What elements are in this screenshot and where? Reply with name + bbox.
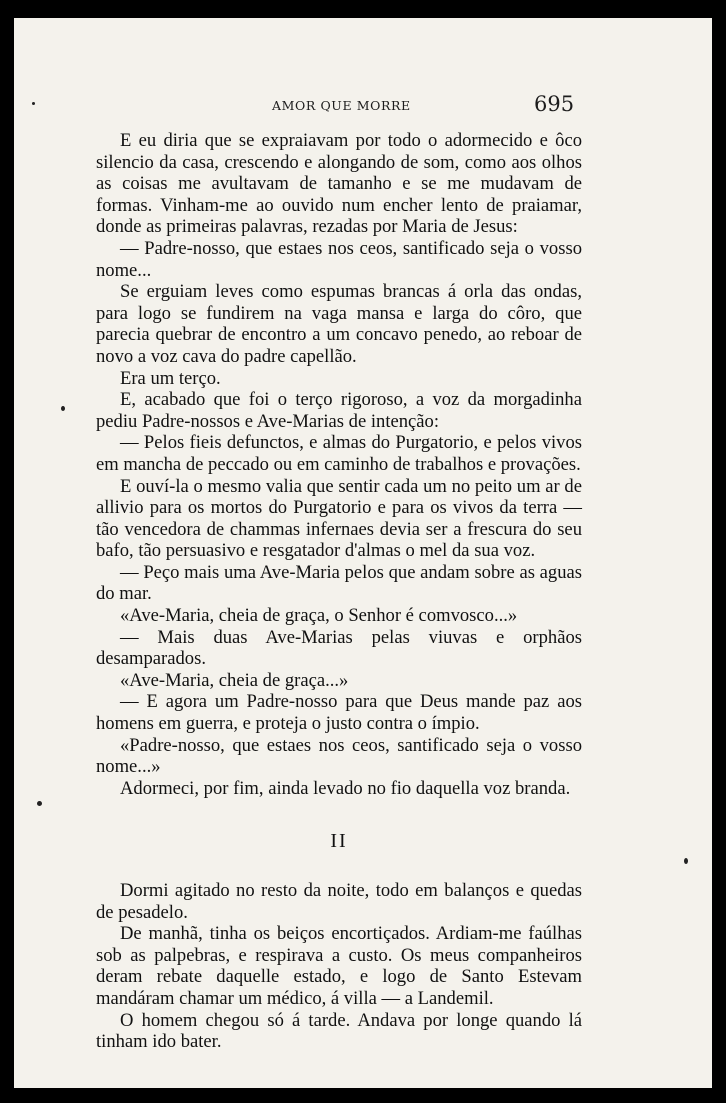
paragraph: — Mais duas Ave-Marias pelas viuvas e orphãos desamparados.	[96, 626, 582, 670]
page-number: 695	[534, 92, 575, 116]
paragraph: E ouví-la o mesmo valia que sentir cada um no peito um ar de allivio para os mortos do Purgatorio e para os vivos da terra — tão vencedora de chammas infernaes devia ser a frescura do seu bafo, tão persuasivo e resgatador d'almas o mel da sua voz.	[96, 475, 582, 562]
ink-speck	[32, 102, 35, 105]
paragraph: O homem chegou só á tarde. Andava por longe quando lá tinham ido bater.	[96, 1009, 582, 1053]
paragraph: De manhã, tinha os beiços encortiçados. Ardiam-me faúlhas sob as palpebras, e respirava a custo. Os meus companheiros deram rebate daquelle estado, e logo de Santo Estevam mandáram chamar um médico, á villa — a Landemil.	[96, 923, 582, 1009]
running-title: AMOR QUE MORRE	[272, 98, 411, 113]
paragraph: «Ave-Maria, cheia de graça, o Senhor é comvosco...»	[120, 605, 518, 627]
paragraph: «Ave-Maria, cheia de graça...»	[120, 669, 349, 691]
paragraph: Dormi agitado no resto da noite, todo em balanços e quedas de pesadelo.	[96, 880, 582, 923]
paragraph: Adormeci, por fim, ainda levado no fio daquella voz branda.	[120, 777, 571, 799]
ink-speck	[684, 858, 688, 864]
paragraph: — Pelos fieis defunctos, e almas do Purgatorio, e pelos vivos em mancha de peccado ou em caminho de trabalhos e provações.	[96, 432, 582, 475]
paragraph: Era um terço.	[120, 367, 221, 389]
paragraph: — Padre-nosso, que estaes nos ceos, santificado seja o vosso nome...	[96, 237, 582, 281]
paragraph: E, acabado que foi o terço rigoroso, a voz da morgadinha pediu Padre-nossos e Ave-Marias de intenção:	[96, 389, 582, 432]
ink-speck	[37, 801, 42, 806]
paragraph: — Peço mais uma Ave-Maria pelos que andam sobre as aguas do mar.	[96, 561, 582, 605]
paragraph: «Padre-nosso, que estaes nos ceos, santificado seja o vosso nome...»	[96, 734, 582, 778]
paragraph: — E agora um Padre-nosso para que Deus mande paz aos homens em guerra, e proteja o justo contra o ímpio.	[96, 691, 582, 735]
paragraph: E eu diria que se expraiavam por todo o adormecido e ôco silencio da casa, crescendo e alongando de som, como aos olhos as coisas me avultavam de tamanho e se me mudavam de formas. Vinham-me ao ouvido num encher lento de praiamar, donde as primeiras palavras, rezadas por Maria de Jesus:	[96, 130, 582, 238]
ink-speck	[61, 406, 65, 411]
paragraph: Se erguiam leves como espumas brancas á orla das ondas, para logo se fundirem na vaga mansa e larga do côro, que parecia quebrar de encontro a um concavo penedo, ao reboar de novo a voz cava do padre capellão.	[96, 281, 582, 367]
section-number: II	[330, 830, 348, 853]
page-header	[14, 92, 712, 126]
body-text	[96, 130, 582, 1053]
book-page	[14, 18, 712, 1088]
